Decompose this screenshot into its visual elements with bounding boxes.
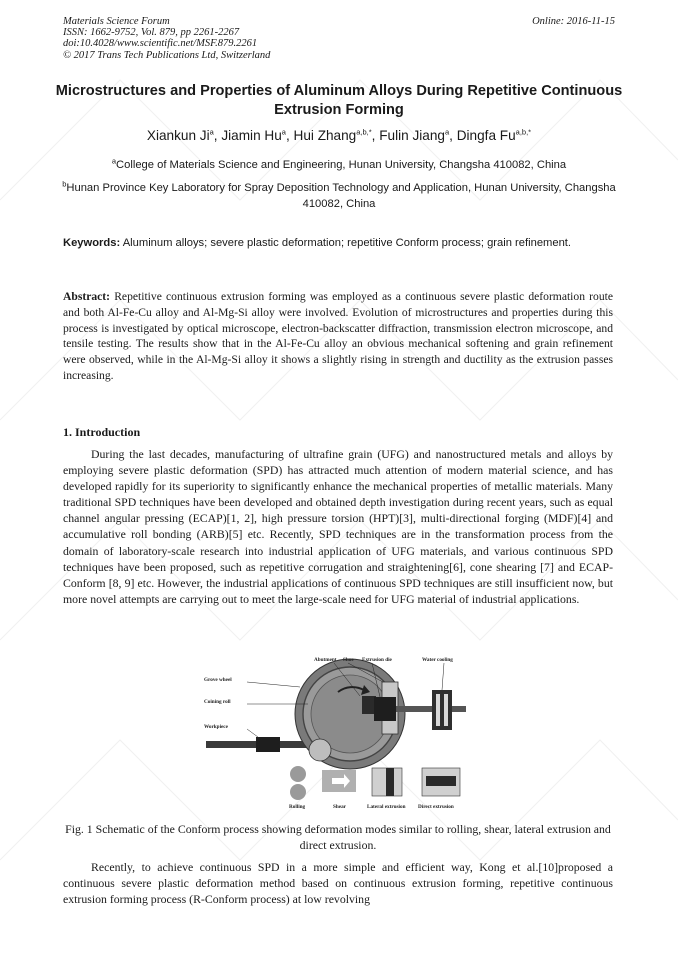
intro-paragraph: During the last decades, manufacturing of ultrafine grain (UFG) and nanostructured metals and alloys by employing severe plastic deformation (SPD) has attracted much attention of modern material science, and has developed rapidly for its superiority to significantly enhance the mechanical properties of metallic materials. Many traditional SPD techniques have been developed and obtained depth investigation during recent years, such as equal channel angular pressing (ECAP)[1, 2], high pressure torsion (HPT)[3], multi-directional forging (MDF)[4] and accumulative roll bonding (ARB)[5] etc. Recently, SPD techniques are in the transformation process from the domain of laboratory-scale research into industrial application of UFG materials, and various continuous SPD techniques have been proposed, such as repetitive corrugation and straightening[6], cone shearing [7] and ECAP-Conform [8, 9] etc. However, the industrial applications of continuous SPD techniques are still insufficient now, but more novel attempts are carrying out to meet the large-scale need for UFG material of industrial applications.: [63, 447, 613, 606]
label-rolling: Rolling: [289, 804, 306, 810]
label-coining-roll: Coining roll: [204, 699, 231, 705]
author-name: Jiamin Hu: [221, 128, 282, 143]
label-abutment: Abutment: [314, 657, 337, 663]
keywords-label: Keywords:: [63, 237, 121, 249]
affiliation-mark: a: [111, 156, 117, 166]
intro-paragraph-2: Recently, to achieve continuous SPD in a more simple and efficient way, Kong et al.[10]proposed a continuous severe plastic deformation method based on continuous extrusion forming, repetitive continuous extrusion forming process (R-Conform process) at low revolving: [63, 860, 613, 907]
rolling-mode-icon: [290, 784, 306, 800]
abstract-label: Abstract:: [63, 290, 111, 303]
abstract-text: Repetitive continuous extrusion forming was employed as a continuous severe plastic deformation route and both Al-Fe-Cu alloy and Al-Mg-Si alloy were involved. Evolution of microstructures and properties during this process is investigated by optical microscope, electron-backscatter diffraction, transmission electron microscope, and tensile testing. The results show that in the Al-Fe-Cu alloy an obvious mechanical softening and grain refinement were observed, while in the Al-Mg-Si alloy it shows a slightly rising in strength and ductility as the extrusion passes increasing.: [63, 290, 613, 382]
affiliation-a: [50, 157, 628, 173]
abstract: [63, 289, 613, 384]
author-list: [50, 127, 628, 145]
doi-line: doi:10.4028/www.scientific.net/MSF.879.2261: [63, 38, 258, 50]
lateral-extrusion-channel: [386, 768, 394, 796]
water-cooling-unit: [432, 690, 452, 730]
author-sep: ,: [213, 128, 222, 143]
water-cooling-slot: [436, 694, 440, 726]
author-affil: a,b,*: [515, 127, 532, 137]
extruded-product: [396, 706, 466, 712]
affiliation-b: [50, 180, 628, 212]
author-affil: a: [444, 127, 450, 137]
issn-line: ISSN: 1662-9752, Vol. 879, pp 2261-2267: [63, 27, 240, 39]
affiliation-text: College of Materials Science and Engineering, Hunan University, Changsha 410082, China: [116, 159, 567, 171]
copyright-line: © 2017 Trans Tech Publications Ltd, Switzerland: [63, 49, 271, 61]
label-shoe: Shoe: [343, 657, 354, 663]
rolling-mode-icon: [290, 766, 306, 782]
workpiece-clamp: [256, 737, 280, 752]
conform-schematic-figure: [200, 652, 478, 812]
label-direct-extrusion: Direct extrusion: [418, 804, 454, 810]
author-affil: a,b,*: [356, 127, 372, 137]
author-affil: a: [209, 127, 214, 137]
author-name: Hui Zhang: [293, 128, 357, 143]
author-affil: a: [281, 127, 286, 137]
journal-header: [63, 16, 270, 61]
author-sep: ,: [449, 128, 457, 143]
affiliation-mark: b: [62, 179, 67, 189]
keywords-text: Aluminum alloys; severe plastic deformation; repetitive Conform process; grain refinement.: [122, 237, 572, 249]
online-date: Online: 2016-11-15: [532, 16, 615, 27]
affiliation-text: Hunan Province Key Laboratory for Spray Deposition Technology and Application, Hunan University, Changsha 410082, China: [66, 182, 616, 210]
author-sep: ,: [285, 128, 294, 143]
journal-name: Materials Science Forum: [63, 16, 170, 27]
label-lateral-extrusion: Lateral extrusion: [367, 804, 406, 810]
label-workpiece: Workpiece: [204, 724, 228, 730]
author-sep: ,: [371, 128, 380, 143]
author-name: Xiankun Ji: [146, 128, 210, 143]
section-heading-introduction: 1. Introduction: [63, 425, 141, 439]
direct-extrusion-channel: [426, 776, 456, 786]
paper-title: Microstructures and Properties of Aluminum Alloys During Repetitive Continuous Extrusion Forming: [55, 83, 623, 118]
author-name: Dingfa Fu: [456, 128, 516, 143]
label-water-cooling: Water cooling: [422, 657, 453, 663]
coining-roll: [309, 739, 331, 761]
label-grove-wheel: Grove wheel: [204, 677, 232, 683]
figure-caption: Fig. 1 Schematic of the Conform process showing deformation modes similar to rolling, shear, lateral extrusion and direct extrusion.: [65, 822, 611, 852]
extrusion-die-block: [374, 697, 396, 721]
keywords: [63, 235, 613, 251]
author-name: Fulin Jiang: [379, 128, 445, 143]
abutment-block: [362, 696, 376, 714]
label-shear: Shear: [333, 804, 346, 810]
label-extrusion-die: Extrusion die: [362, 657, 392, 663]
water-cooling-slot: [444, 694, 448, 726]
